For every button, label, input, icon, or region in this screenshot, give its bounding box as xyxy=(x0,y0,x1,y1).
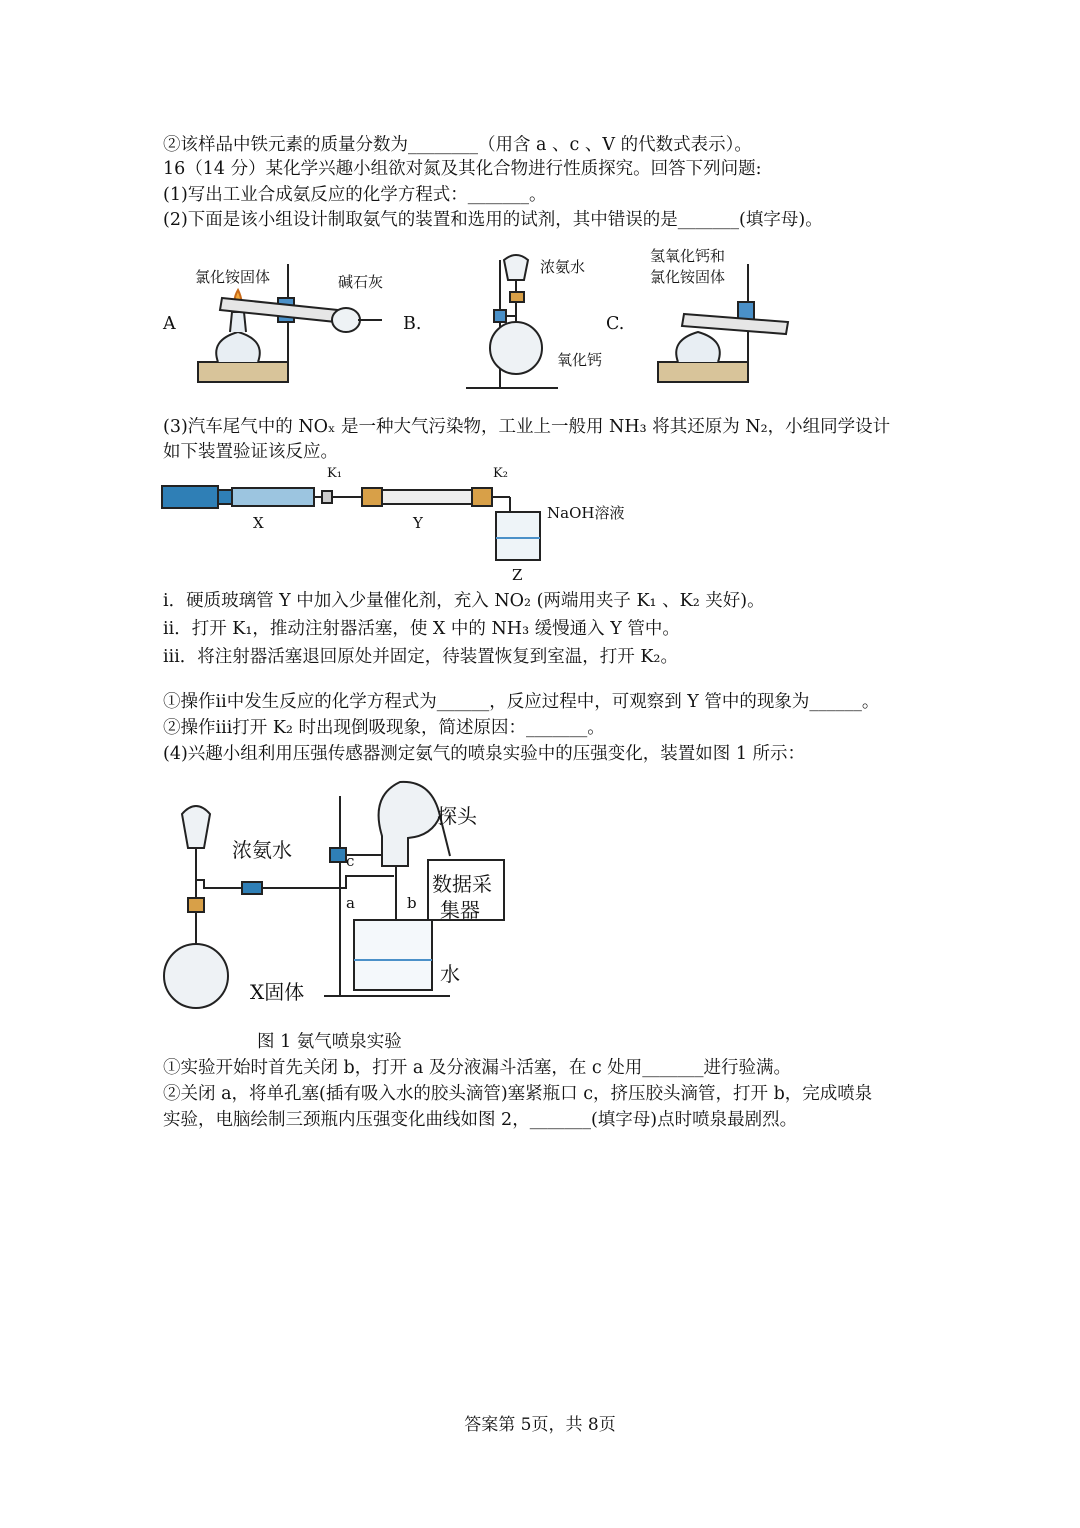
probe-label: 探头 xyxy=(437,804,477,828)
data-collector-line1: 数据采 xyxy=(432,872,492,896)
option-letter-c: C. xyxy=(606,314,625,334)
conc-ammonia-label: 浓氨水 xyxy=(540,258,586,276)
conc-ammonia-label: 浓氨水 xyxy=(232,838,292,862)
port-c-label: c xyxy=(346,852,355,870)
fountain-question-2: ②关闭 a，将单孔塞(插有吸入水的胶头滴管)塞紧瓶口 c，挤压胶头滴管，打开 b，完成喷泉 xyxy=(163,1084,873,1104)
step-i: ⅰ．硬质玻璃管 Y 中加入少量催化剂，充入 NO₂ (两端用夹子 K₁ 、K₂ 夹好)。 xyxy=(163,591,765,611)
figure-1-caption: 图 1 氨气喷泉实验 xyxy=(257,1032,402,1052)
reagent-label-line2: 氯化铵固体 xyxy=(650,268,726,286)
step-ii: ⅱ．打开 K₁，推动注射器活塞，使 X 中的 NH₃ 缓慢通入 Y 管中。 xyxy=(163,619,680,639)
question-part-2: (2)下面是该小组设计制取氨气的装置和选用的试剂，其中错误的是_______(填字母)。 xyxy=(163,210,823,230)
valve-b-label: b xyxy=(407,894,417,912)
text-line: 如下装置验证该反应。 xyxy=(163,442,338,462)
question-part-1: (1)写出工业合成氨反应的化学方程式：_______。 xyxy=(163,185,547,205)
option-letter-b: B. xyxy=(403,314,422,334)
syringe-x-label: X xyxy=(253,514,264,532)
question-16-header: 16（14 分）某化学兴趣小组欲对氮及其化合物进行性质探究。回答下列问题: xyxy=(163,159,762,179)
calcium-oxide-label: 氧化钙 xyxy=(557,351,603,369)
soda-lime-label: 碱石灰 xyxy=(338,273,384,291)
text-line: 实验，电脑绘制三颈瓶内压强变化曲线如图 2，_______(填字母)点时喷泉最剧烈。 xyxy=(163,1110,798,1130)
clamp-k1-label: K₁ xyxy=(327,466,342,481)
naoh-solution-label: NaOH溶液 xyxy=(547,504,625,522)
option-letter-a: A xyxy=(163,314,176,334)
data-collector-line2: 集器 xyxy=(440,898,480,922)
valve-a-label: a xyxy=(346,894,355,912)
ammonium-chloride-label: 氯化铵固体 xyxy=(195,268,271,286)
solid-x-label: X固体 xyxy=(250,980,305,1004)
sub-question-2: ②操作ⅲ打开 K₂ 时出现倒吸现象，简述原因：_______。 xyxy=(163,718,605,738)
clamp-k2-label: K₂ xyxy=(493,466,508,481)
beaker-z-label: Z xyxy=(512,566,523,584)
question-part-4: (4)兴趣小组利用压强传感器测定氨气的喷泉实验中的压强变化，装置如图 1 所示： xyxy=(163,744,806,764)
tube-y-label: Y xyxy=(413,514,423,532)
page-footer: 答案第 5页，共 8页 xyxy=(464,1415,616,1435)
step-iii: ⅲ．将注射器活塞退回原处并固定，待装置恢复到室温，打开 K₂。 xyxy=(163,647,678,667)
water-label: 水 xyxy=(440,962,460,986)
sub-question-1: ①操作ⅱ中发生反应的化学方程式为______，反应过程中，可观察到 Y 管中的现象为______。 xyxy=(163,692,880,712)
question-part-3: (3)汽车尾气中的 NOₓ 是一种大气污染物，工业上一般用 NH₃ 将其还原为 N₂，小组同学设计 xyxy=(163,417,891,437)
text-line: ②该样品中铁元素的质量分数为________（用含 a 、c 、V 的代数式表示）。 xyxy=(163,135,752,155)
fountain-question-1: ①实验开始时首先关闭 b，打开 a 及分液漏斗活塞，在 c 处用_______进行验满。 xyxy=(163,1058,791,1078)
reagent-label-line1: 氢氧化钙和 xyxy=(650,247,726,265)
